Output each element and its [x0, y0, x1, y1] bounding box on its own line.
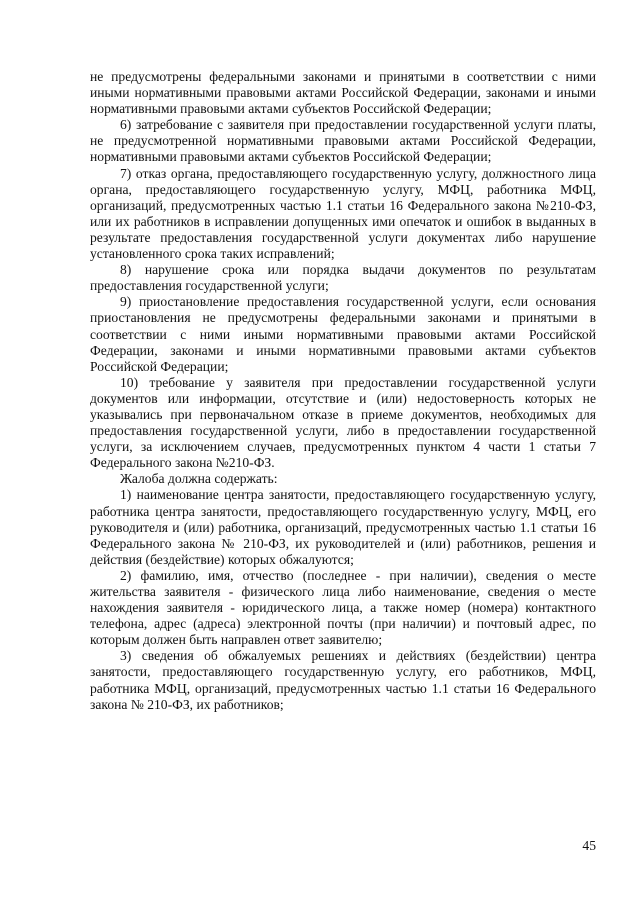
paragraph-complaint-heading: Жалоба должна содержать:	[120, 471, 278, 487]
paragraph-continuation: не предусмотрены федеральными законами и принятыми в соответствии с ними иными нормативными правовыми актами Российской Федерации, законами и иными нормативными правовыми актами субъектов Российской Федерации;	[90, 69, 596, 117]
page-number: 45	[582, 838, 596, 853]
paragraph-item-10: 10) требование у заявителя при предоставлении государственной услуги документов или информации, отсутствие и (или) недостоверность которых не указывались при первоначальном отказе в приеме документов, необходимых для предоставления государственной услуги, либо в предоставлении государственной услуги, за исключением случаев, предусмотренных пунктом 4 части 1 статьи 7 Федерального закона №210-ФЗ.	[90, 374, 596, 471]
paragraph-item-6: 6) затребование с заявителя при предоставлении государственной услуги платы, не предусмотренной нормативными правовыми актами Российской Федерации, нормативными правовыми актами субъектов Российской Федерации;	[90, 117, 596, 165]
paragraph-complaint-item-2: 2) фамилию, имя, отчество (последнее - при наличии), сведения о месте жительства заявителя - физического лица либо наименование, сведения о месте нахождения заявителя - юридического лица, а также номер (номера) контактного телефона, адрес (адреса) электронной почты (при наличии) и почтовый адрес, по которым должен быть направлен ответ заявителю;	[90, 567, 596, 648]
paragraph-complaint-item-1: 1) наименование центра занятости, предоставляющего государственную услугу, работника центра занятости, предоставляющего государственную услугу, МФЦ, его руководителя и (или) работника, организаций, предусмотренных частью 1.1 статьи 16 Федерального закона № 210-ФЗ, их руководителей и (или) работников, решения и действия (бездействие) которых обжалуются;	[90, 487, 596, 567]
paragraph-item-8: 8) нарушение срока или порядка выдачи документов по результатам предоставления государственной услуги;	[90, 262, 596, 294]
paragraph-item-9: 9) приостановление предоставления государственной услуги, если основания приостановления не предусмотрены федеральными законами и принятыми в соответствии с ними иными нормативными правовыми актами Российской Федерации, законами и иными нормативными правовыми актами субъектов Российской Федерации;	[90, 294, 596, 374]
paragraph-item-7: 7) отказ органа, предоставляющего государственную услугу, должностного лица органа, предоставляющего государственную услугу, МФЦ, работника МФЦ, организаций, предусмотренных частью 1.1 статьи 16 Федерального закона №210-ФЗ, или их работников в исправлении допущенных ими опечаток и ошибок в выданных в результате предоставления государственной услуги документах либо нарушение установленного срока таких исправлений;	[90, 165, 596, 262]
paragraph-complaint-item-3: 3) сведения об обжалуемых решениях и действиях (бездействии) центра занятости, предоставляющего государственную услугу, его работников, МФЦ, работника МФЦ, организаций, предусмотренных частью 1.1 статьи 16 Федерального закона № 210-ФЗ, их работников;	[90, 648, 596, 712]
document-body	[90, 69, 596, 713]
